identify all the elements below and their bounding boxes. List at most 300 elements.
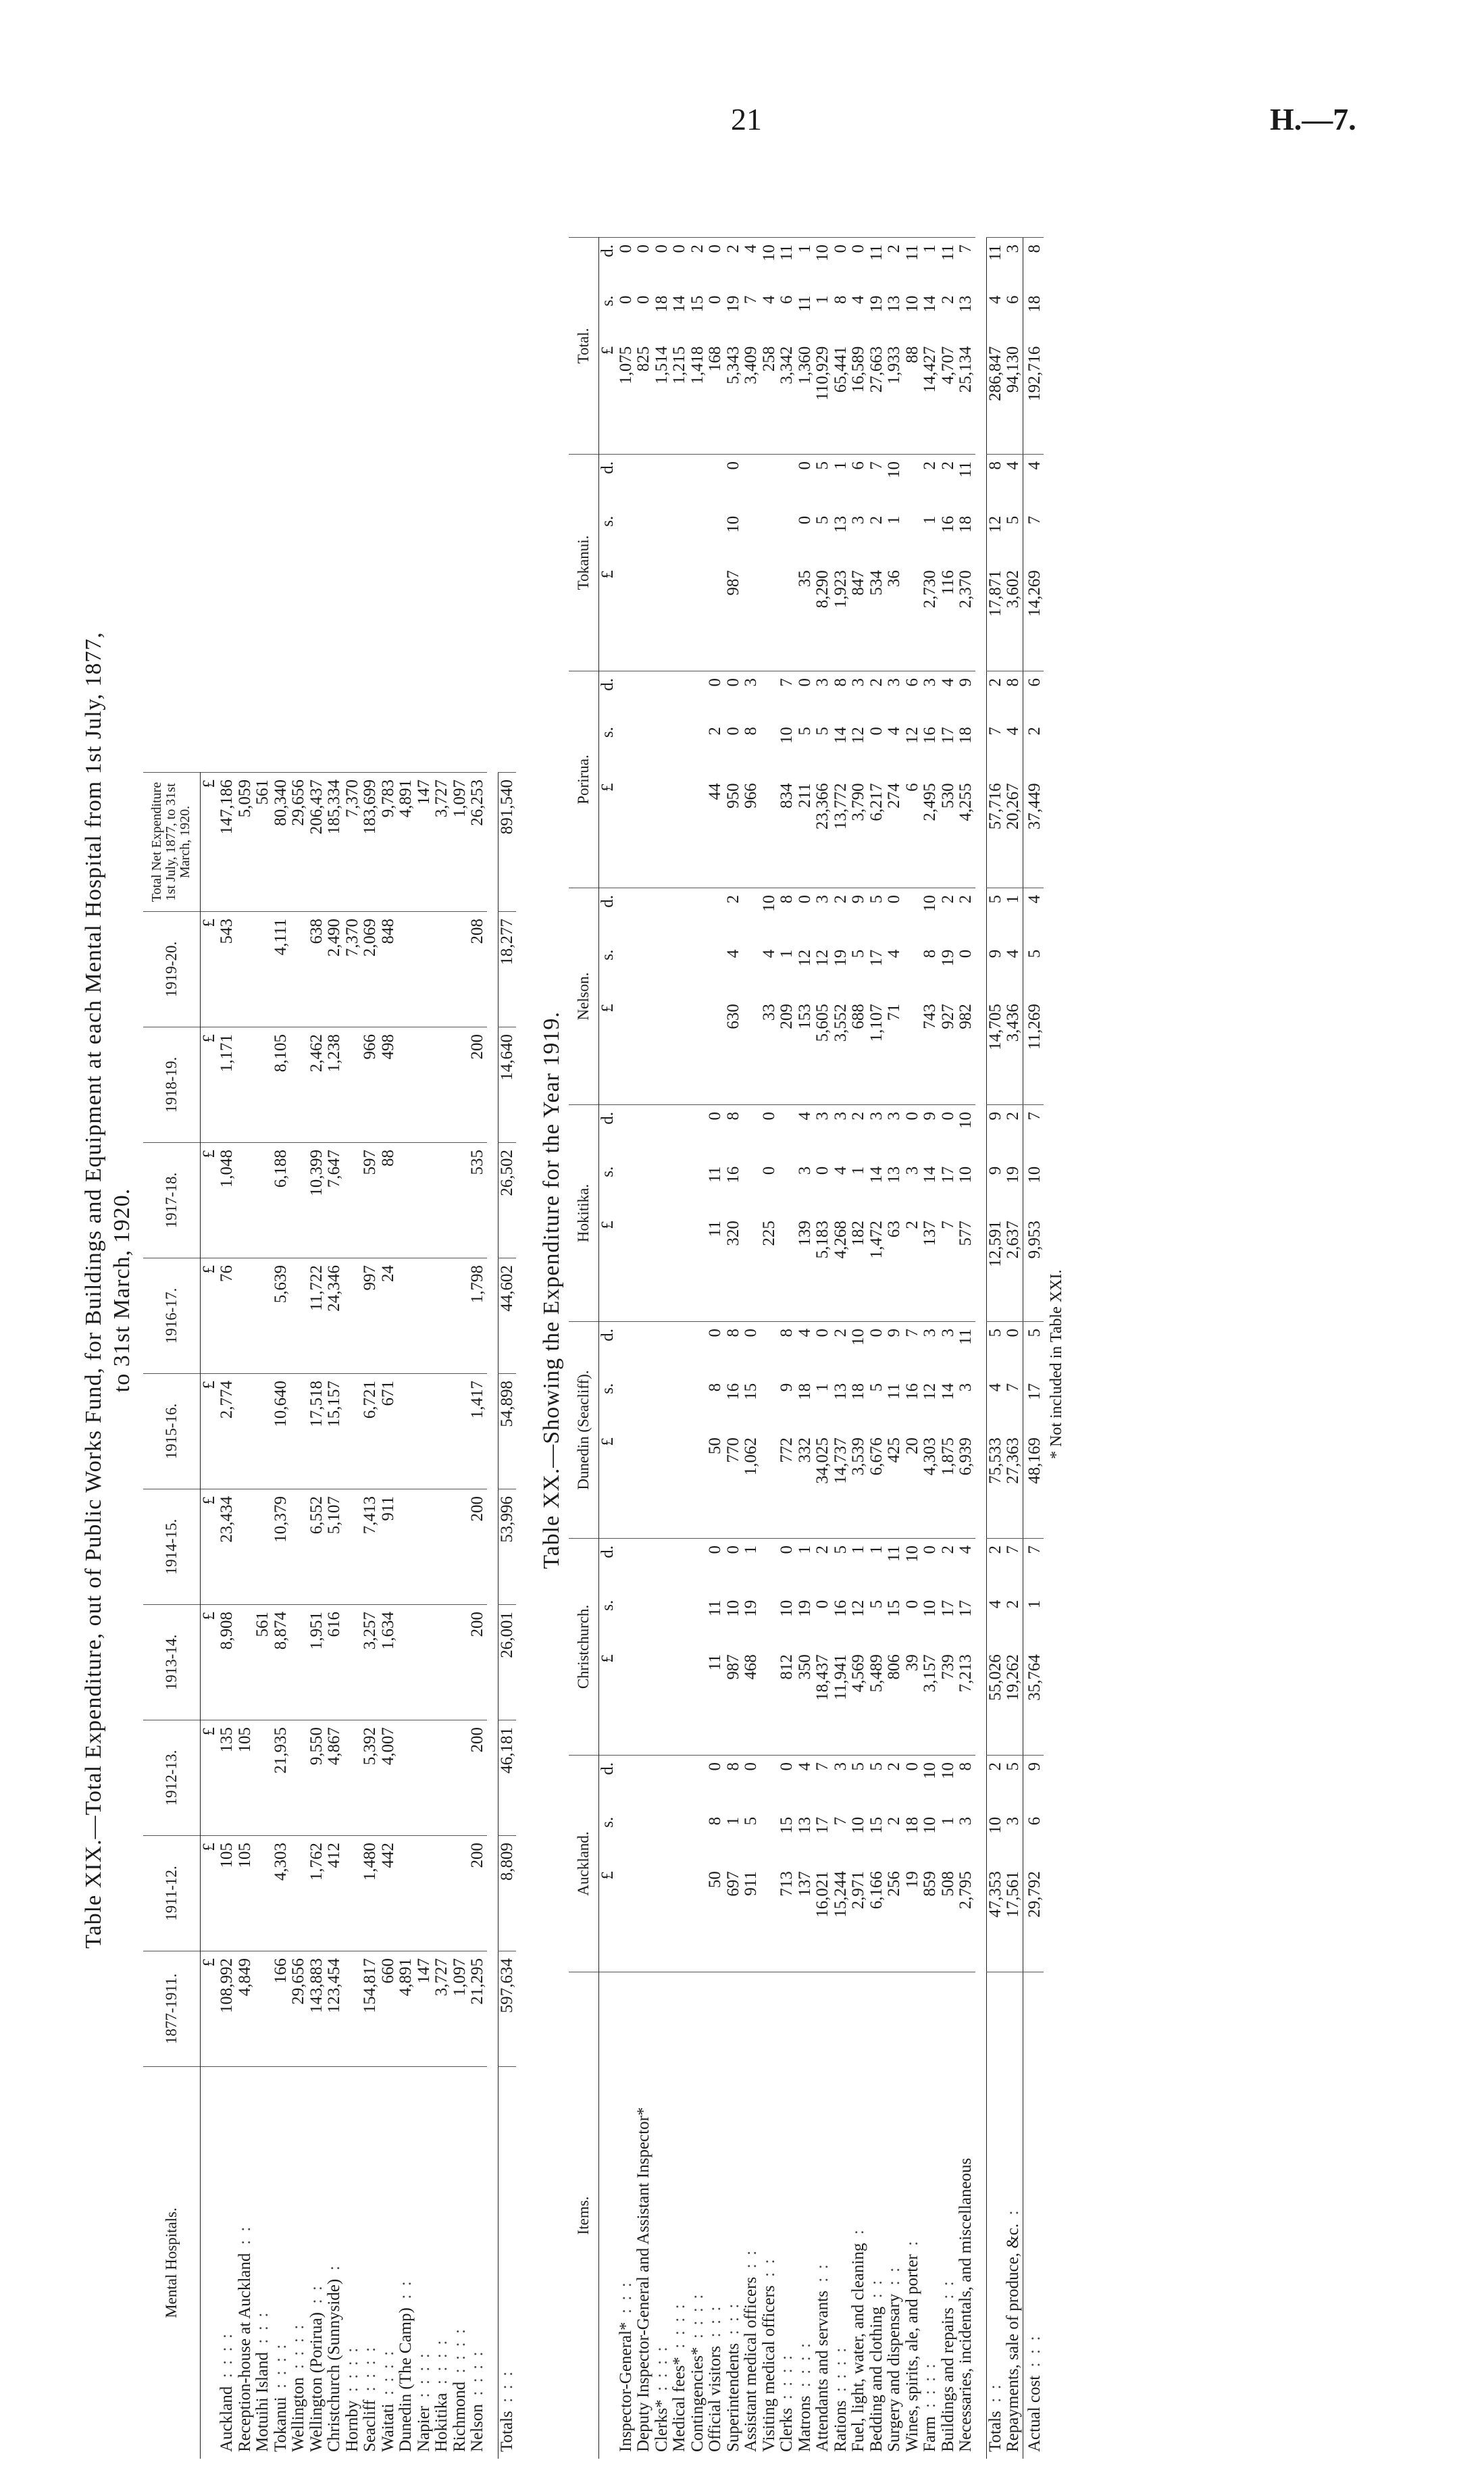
pounds-cell: [653, 776, 671, 888]
amount-cell: [433, 1143, 451, 1258]
table-row: [397, 773, 415, 2459]
hospital-name: [308, 2067, 326, 2459]
leader-dots: :: [1004, 2210, 1023, 2224]
table-row: [707, 238, 725, 2459]
row-label: Napier: [414, 2405, 433, 2452]
pounds-cell: 65,441: [831, 346, 850, 393]
shillings-cell: 7: [831, 1816, 850, 1826]
shillings-cell: 9: [777, 1383, 796, 1392]
pounds-cell: 34,025: [813, 1437, 832, 1484]
table-row: [832, 238, 850, 2459]
pence-cell: 5: [814, 455, 832, 509]
lsd-row: [599, 238, 617, 2459]
item-name: [886, 1972, 904, 2459]
shillings-cell: [653, 1810, 671, 1864]
pence-cell: 3: [814, 1105, 832, 1160]
shillings-cell: 12: [921, 1383, 940, 1400]
hospital-name: [290, 2067, 308, 2459]
leader-dots: : : : :: [378, 2351, 397, 2404]
pence-cell: 4: [940, 671, 958, 721]
row-label: Wellington: [289, 2377, 308, 2452]
column-header: Total Net Expenditure 1st July, 1877, to 31st March, 1920.: [143, 773, 200, 912]
shillings-cell: 18: [956, 515, 975, 533]
amount-cell: 3,727: [433, 1951, 451, 2067]
pounds-cell: 44: [706, 783, 725, 800]
pence-cell: [617, 1322, 636, 1377]
table-row: [290, 773, 308, 2459]
amount-cell: 200: [469, 1027, 487, 1143]
pence-cell: [653, 455, 671, 509]
shillings-cell: 7: [1023, 509, 1044, 563]
pence-cell: 0: [868, 1322, 886, 1377]
pence-cell: 2: [957, 888, 975, 943]
amount-cell: 848: [380, 912, 398, 1027]
pence-cell: [635, 888, 653, 943]
shillings-cell: [653, 1160, 671, 1214]
pounds-cell: 20: [902, 1437, 921, 1455]
pence-cell: 3: [868, 1105, 886, 1160]
amount-cell: 154,817: [361, 1951, 380, 2067]
shillings-cell: 16: [921, 727, 940, 744]
pence-cell: 0: [904, 1756, 922, 1810]
pounds-cell: 48,169: [1023, 1431, 1044, 1538]
shillings-cell: 14: [670, 295, 689, 313]
column-header: Christchurch.: [569, 1539, 599, 1756]
amount-cell: [397, 1720, 415, 1836]
lsd-symbol: s.: [598, 1600, 617, 1611]
pounds-cell: [653, 997, 671, 1104]
pounds-cell: [904, 997, 922, 1104]
pounds-cell: 33: [759, 1004, 778, 1021]
lsd-symbol: £: [598, 1654, 617, 1663]
pounds-cell: 3,539: [849, 1437, 868, 1476]
amount-cell: 54,898: [498, 1374, 516, 1489]
shillings-cell: 7: [1004, 1383, 1023, 1392]
shillings-cell: 19: [723, 295, 742, 313]
shillings-cell: 2: [867, 515, 886, 525]
amount-cell: 597,634: [498, 1951, 516, 2067]
pence-cell: 5: [832, 1539, 850, 1593]
pence-cell: 0: [707, 671, 725, 721]
lsd-symbol: d.: [599, 1756, 617, 1810]
shillings-cell: [707, 943, 725, 997]
shillings-cell: 13: [885, 1166, 904, 1183]
amount-cell: 7,370: [344, 912, 362, 1027]
amount-cell: 4,891: [397, 773, 415, 912]
pence-cell: 4: [796, 1756, 815, 1810]
row-label: Tokanui: [271, 2397, 290, 2452]
shillings-cell: 7: [986, 720, 1004, 776]
pence-cell: 5: [850, 1756, 868, 1810]
pounds-cell: 772: [777, 1437, 796, 1463]
shillings-cell: [671, 1377, 689, 1431]
shillings-cell: 10: [777, 1600, 796, 1617]
leader-dots: : : : :: [688, 2294, 707, 2347]
pounds-cell: 2,370: [956, 570, 975, 609]
leader-dots: : :: [396, 2281, 415, 2308]
pounds-cell: 192,716: [1023, 340, 1044, 455]
table-row: [380, 773, 398, 2459]
pence-cell: [617, 455, 636, 509]
shillings-cell: 11: [706, 1166, 725, 1183]
totals-row: [986, 238, 1004, 2459]
amount-cell: 147,186: [218, 773, 236, 912]
pence-cell: [617, 1539, 636, 1593]
shillings-cell: 3: [849, 515, 868, 525]
pounds-cell: 209: [777, 1004, 796, 1029]
spacer-cell: [200, 2067, 218, 2459]
pence-cell: 5: [1004, 1756, 1023, 1810]
hospital-name: [498, 2067, 516, 2459]
pounds-cell: 8,290: [813, 570, 832, 609]
pence-cell: 3: [850, 671, 868, 721]
leader-dots: : : : :: [414, 2353, 433, 2406]
pounds-cell: [635, 1214, 653, 1321]
pence-cell: [689, 671, 707, 721]
row-label: Inspector-General*: [616, 2322, 635, 2452]
pence-cell: 0: [832, 238, 850, 289]
pence-cell: 10: [940, 1756, 958, 1810]
pounds-cell: [761, 776, 779, 888]
shillings-cell: 11: [706, 1600, 725, 1616]
leader-dots: : : : :: [450, 2329, 469, 2382]
amount-cell: 105: [218, 1836, 236, 1951]
shillings-cell: 1: [813, 295, 832, 304]
pounds-cell: [689, 997, 707, 1104]
pence-cell: 9: [1023, 1756, 1044, 1810]
item-name: [796, 1972, 815, 2459]
pounds-cell: [671, 1214, 689, 1321]
pence-cell: [617, 1105, 636, 1160]
lsd-symbol: s.: [598, 949, 617, 961]
amount-cell: 3,727: [433, 773, 451, 912]
shillings-cell: 5: [813, 727, 832, 736]
shillings-cell: [689, 1810, 707, 1864]
shillings-cell: 3: [902, 1166, 921, 1175]
lsd-symbol: £: [598, 346, 617, 355]
amount-cell: 143,883: [308, 1951, 326, 2067]
row-label: Clerks*: [652, 2399, 671, 2452]
pence-cell: [635, 1539, 653, 1593]
shillings-cell: 0: [956, 949, 975, 958]
leader-dots: : : :: [723, 2303, 742, 2343]
shillings-cell: 1: [885, 515, 904, 525]
shillings-cell: 4: [759, 949, 778, 958]
document-reference: H.—7.: [1270, 102, 1356, 136]
shillings-cell: 14: [867, 1166, 886, 1183]
pounds-cell: [671, 1431, 689, 1538]
pence-cell: 8: [1023, 238, 1044, 289]
currency-symbol: £: [200, 1605, 218, 1720]
amount-cell: 1,762: [308, 1836, 326, 1951]
shillings-cell: 4: [849, 295, 868, 304]
amount-cell: 2,462: [308, 1027, 326, 1143]
pounds-cell: 4,268: [831, 1221, 850, 1259]
pounds-cell: [689, 776, 707, 888]
pounds-cell: 35,764: [1023, 1647, 1044, 1755]
amount-cell: [344, 1951, 362, 2067]
pounds-cell: [653, 563, 671, 671]
shillings-cell: 10: [777, 727, 796, 744]
table-row: [308, 773, 326, 2459]
pounds-cell: 23,366: [813, 783, 832, 830]
shillings-cell: 15: [688, 295, 707, 313]
shillings-cell: [653, 1593, 671, 1647]
pence-cell: 0: [671, 238, 689, 289]
item-name: [761, 1972, 779, 2459]
pounds-cell: 577: [956, 1221, 975, 1246]
pence-cell: [635, 1322, 653, 1377]
pence-cell: [761, 1756, 779, 1810]
shillings-cell: 9: [986, 943, 1004, 997]
row-label: Bedding and clothing: [867, 2306, 886, 2452]
pounds-cell: 320: [723, 1221, 742, 1246]
pence-cell: [653, 1105, 671, 1160]
lsd-symbol: £: [598, 783, 617, 792]
amount-cell: 26,001: [498, 1605, 516, 1720]
pence-cell: 0: [796, 671, 815, 721]
pounds-cell: 1,875: [938, 1437, 957, 1476]
pounds-cell: 1,472: [867, 1221, 886, 1259]
amount-cell: [415, 1258, 434, 1374]
shillings-cell: [689, 720, 707, 776]
pence-cell: 7: [1004, 1539, 1023, 1593]
shillings-cell: [653, 509, 671, 563]
shillings-cell: 6: [777, 295, 796, 304]
pounds-cell: 37,449: [1023, 776, 1044, 888]
amount-cell: [290, 912, 308, 1027]
shillings-cell: 4: [1004, 727, 1023, 736]
amount-cell: 6,721: [361, 1374, 380, 1489]
pence-cell: 7: [904, 1322, 922, 1377]
row-label: Repayments, sale of produce, &c.: [1004, 2223, 1023, 2452]
table-row: [451, 773, 469, 2459]
pounds-cell: 35: [795, 570, 814, 588]
shillings-cell: [635, 1160, 653, 1214]
shillings-cell: 19: [831, 949, 850, 967]
amount-cell: 123,454: [326, 1951, 344, 2067]
currency-symbol: £: [200, 1143, 218, 1258]
amount-cell: 26,502: [498, 1143, 516, 1258]
pence-cell: 0: [921, 1539, 940, 1593]
table-row: [236, 773, 255, 2459]
pence-cell: 0: [653, 238, 671, 289]
pounds-cell: [653, 1647, 671, 1755]
leader-dots: : : : :: [271, 2344, 290, 2397]
item-name: [778, 1972, 796, 2459]
pence-cell: 3: [814, 888, 832, 943]
pounds-cell: [653, 1431, 671, 1538]
table-row: [814, 238, 832, 2459]
spacer-row: [487, 773, 498, 2459]
pence-cell: 3: [921, 1322, 940, 1377]
pounds-cell: 1,062: [742, 1437, 761, 1476]
shillings-cell: [653, 720, 671, 776]
amount-cell: 147: [415, 1951, 434, 2067]
pounds-cell: 2,637: [1004, 1221, 1023, 1259]
amount-cell: [397, 1143, 415, 1258]
pounds-cell: 847: [849, 570, 868, 596]
pence-cell: 8: [957, 1756, 975, 1810]
pence-cell: 7: [868, 455, 886, 509]
shillings-cell: [653, 1377, 671, 1431]
shillings-cell: 4: [986, 288, 1004, 339]
pounds-cell: 825: [634, 346, 653, 372]
pounds-cell: 859: [921, 1871, 940, 1897]
amount-cell: [397, 1258, 415, 1374]
shillings-cell: 17: [1023, 1377, 1044, 1431]
amount-cell: 46,181: [498, 1720, 516, 1836]
amount-cell: 4,849: [236, 1951, 255, 2067]
shillings-cell: [671, 943, 689, 997]
hospital-name: [254, 2067, 272, 2459]
amount-cell: 15,157: [326, 1374, 344, 1489]
column-header: 1915-16.: [143, 1374, 200, 1489]
item-name: [707, 1972, 725, 2459]
shillings-cell: [671, 1593, 689, 1647]
row-label: Necessaries, incidentals, and miscellaneous: [956, 2157, 975, 2452]
shillings-cell: [778, 509, 796, 563]
pounds-cell: 14,269: [1023, 563, 1044, 671]
pounds-cell: [653, 1864, 671, 1972]
lsd-symbol: d.: [599, 1539, 617, 1593]
pence-cell: 3: [832, 1105, 850, 1160]
pence-cell: [689, 1539, 707, 1593]
amount-cell: [451, 1027, 469, 1143]
leader-dots: : : : :: [289, 2324, 308, 2378]
shillings-cell: 14: [831, 727, 850, 744]
pounds-cell: 256: [885, 1871, 904, 1897]
pence-cell: 3: [742, 671, 761, 721]
lsd-symbol: s.: [598, 295, 617, 307]
shillings-cell: 17: [938, 1166, 957, 1183]
shillings-cell: 4: [1004, 949, 1023, 958]
amount-cell: 10,399: [308, 1143, 326, 1258]
amount-cell: [433, 1605, 451, 1720]
pounds-cell: 13,772: [831, 783, 850, 830]
currency-symbol: £: [200, 1374, 218, 1489]
item-name: [689, 1972, 707, 2459]
shillings-cell: [761, 1593, 779, 1647]
pounds-cell: 1,075: [616, 346, 635, 384]
leader-dots: : :: [938, 2281, 957, 2308]
shillings-cell: 0: [867, 727, 886, 736]
pounds-cell: [778, 1214, 796, 1321]
shillings-cell: 8: [831, 295, 850, 304]
pence-cell: 2: [940, 455, 958, 509]
item-name: [850, 1972, 868, 2459]
shillings-cell: 14: [938, 1383, 957, 1400]
amount-cell: [236, 1258, 255, 1374]
column-header: 1913-14.: [143, 1605, 200, 1720]
pence-cell: 11: [986, 238, 1004, 289]
pounds-cell: 116: [938, 570, 957, 595]
pence-cell: 2: [832, 1322, 850, 1377]
amount-cell: [236, 912, 255, 1027]
row-label: Christchurch (Sunnyside): [325, 2278, 344, 2452]
shillings-cell: 19: [938, 949, 957, 967]
pounds-cell: [635, 563, 653, 671]
leader-dots: : :: [813, 2264, 832, 2291]
shillings-cell: 1: [921, 515, 940, 525]
amount-cell: 17,518: [308, 1374, 326, 1489]
pounds-cell: [671, 563, 689, 671]
pence-cell: [778, 1105, 796, 1160]
shillings-cell: 4: [723, 949, 742, 958]
amount-cell: 2,069: [361, 912, 380, 1027]
amount-cell: [433, 1374, 451, 1489]
pence-cell: [778, 455, 796, 509]
table-row: [671, 238, 689, 2459]
pounds-cell: 6,939: [956, 1437, 975, 1476]
item-name: [814, 1972, 832, 2459]
shillings-cell: 18: [1023, 288, 1044, 339]
item-name: [653, 1972, 671, 2459]
pounds-cell: 3,436: [1004, 1004, 1023, 1042]
table-row: [344, 773, 362, 2459]
amount-cell: 105: [236, 1720, 255, 1836]
pence-cell: 4: [1023, 888, 1044, 943]
page-number: 21: [731, 102, 762, 136]
shillings-cell: 19: [867, 295, 886, 313]
amount-cell: [451, 1836, 469, 1951]
pounds-cell: 1,923: [831, 570, 850, 609]
pounds-cell: [904, 563, 922, 671]
table-row: [904, 238, 922, 2459]
pence-cell: [904, 455, 922, 509]
pence-cell: [617, 1756, 636, 1810]
shillings-cell: [742, 943, 761, 997]
amount-cell: [236, 1374, 255, 1489]
shillings-cell: 15: [742, 1383, 761, 1400]
pence-cell: 2: [1004, 1105, 1023, 1160]
column-header: Dunedin (Seacliff).: [569, 1322, 599, 1539]
pounds-cell: [742, 997, 761, 1104]
amount-cell: [290, 1374, 308, 1489]
pounds-cell: 211: [795, 783, 814, 808]
pounds-cell: [617, 1214, 636, 1321]
amount-cell: 911: [380, 1489, 398, 1605]
pence-cell: 7: [957, 238, 975, 289]
amount-cell: [254, 1027, 272, 1143]
pounds-cell: 6: [902, 783, 921, 792]
shillings-cell: 11: [795, 295, 814, 312]
shillings-cell: 15: [885, 1600, 904, 1617]
pounds-cell: 1,215: [670, 346, 689, 384]
shillings-cell: 4: [885, 727, 904, 736]
pence-cell: 7: [1023, 1105, 1044, 1160]
pence-cell: 9: [986, 1105, 1004, 1160]
amount-cell: 9,783: [380, 773, 398, 912]
shillings-cell: 1: [723, 1816, 742, 1826]
amount-cell: 208: [469, 912, 487, 1027]
pence-cell: 7: [1023, 1539, 1044, 1593]
pence-cell: [653, 1322, 671, 1377]
shillings-cell: 0: [795, 515, 814, 525]
shillings-cell: 19: [1004, 1166, 1023, 1183]
footnote: * Not included in Table XXI.: [1048, 1269, 1066, 1459]
row-label: Visiting medical officers: [759, 2285, 778, 2452]
shillings-cell: 6: [1004, 295, 1023, 304]
hospital-name: [433, 2067, 451, 2459]
shillings-cell: [635, 1593, 653, 1647]
amount-cell: [451, 912, 469, 1027]
pence-cell: [635, 1105, 653, 1160]
pounds-cell: [635, 1647, 653, 1755]
amount-cell: 200: [469, 1605, 487, 1720]
amount-cell: 6,552: [308, 1489, 326, 1605]
pounds-cell: 6,676: [867, 1437, 886, 1476]
